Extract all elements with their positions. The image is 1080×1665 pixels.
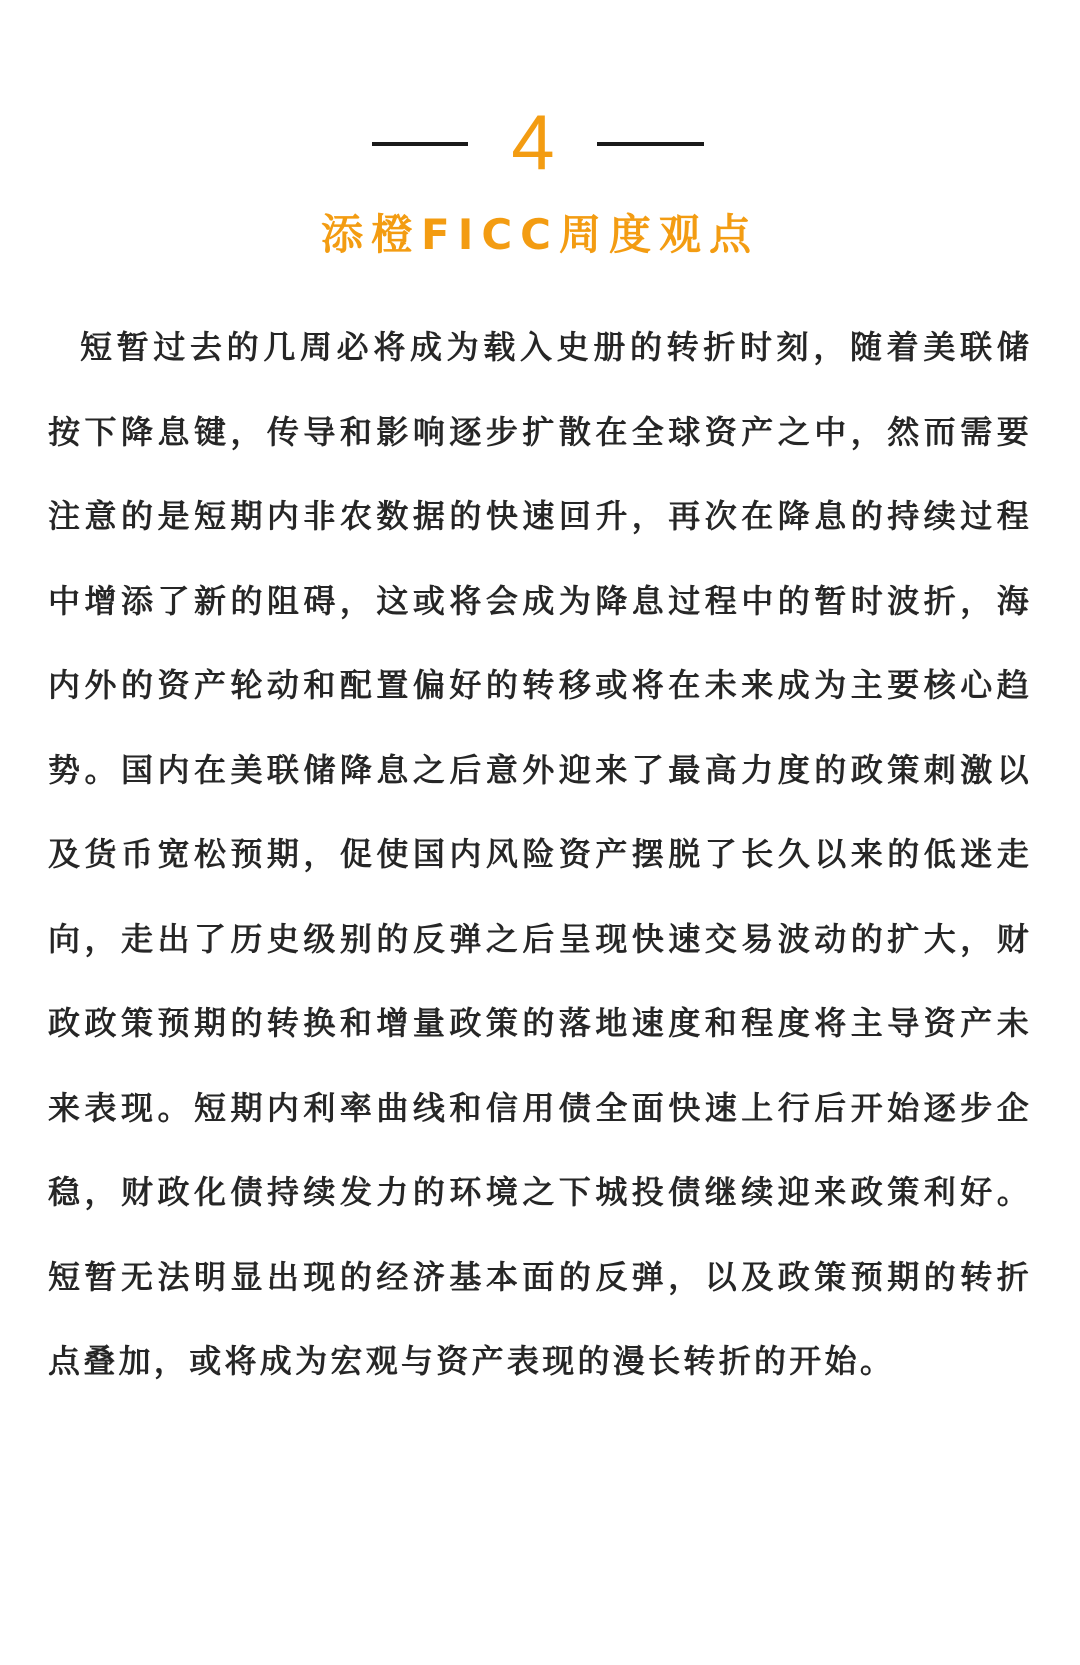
- section-header: [0, 98, 1080, 186]
- right-divider-line: [597, 142, 704, 146]
- left-divider-line: [372, 142, 468, 146]
- section-number: 4: [511, 98, 555, 186]
- article-paragraph: 短暂过去的几周必将成为载入史册的转折时刻，随着美联储按下降息键，传导和影响逐步扩散在全球资产之中，然而需要注意的是短期内非农数据的快速回升，再次在降息的持续过程中增添了新的阻碍，这或将会成为降息过程中的暂时波折，海内外的资产轮动和配置偏好的转移或将在未来成为主要核心趋势。国内在美联储降息之后意外迎来了最高力度的政策刺激以及货币宽松预期，促使国内风险资产摆脱了长久以来的低迷走向，走出了历史级别的反弹之后呈现快速交易波动的扩大，财政政策预期的转换和增量政策的落地速度和程度将主导资产未来表现。短期内利率曲线和信用债全面快速上行后开始逐步企稳，财政化债持续发力的环境之下城投债继续迎来政策利好。短暂无法明显出现的经济基本面的反弹，以及政策预期的转折点叠加，或将成为宏观与资产表现的漫长转折的开始。: [48, 328, 1032, 1380]
- section-title: 添橙FICC周度观点: [321, 210, 759, 259]
